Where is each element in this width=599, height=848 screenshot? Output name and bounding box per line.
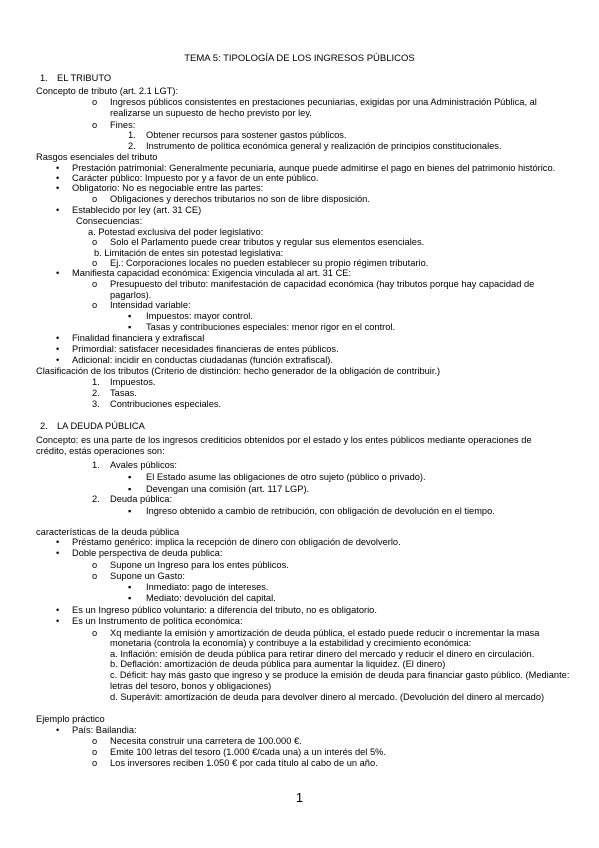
text-line: Inmediato: pago de intereses. — [146, 582, 269, 592]
text-line: Avales públicos: — [110, 460, 178, 470]
bullet-marker: o — [92, 258, 98, 268]
text-line: características de la deuda pública — [36, 527, 180, 537]
text-line: b. Deflación: amortización de deuda pública para aumentar la liquidez. (El dinero) — [110, 659, 446, 669]
page-number: 1 — [295, 790, 304, 805]
text-line: EL TRIBUTO — [57, 73, 112, 83]
text-line: Contribuciones especiales. — [110, 399, 222, 409]
bullet-marker: ▪ — [128, 582, 132, 592]
bullet-marker: • — [56, 163, 60, 173]
bullet-marker: • — [56, 616, 60, 626]
text-line: Mediato: devolución del capital. — [146, 593, 276, 603]
text-line: Finalidad financiera y extrafiscal — [72, 333, 205, 343]
text-line: Clasificación de los tributos (Criterio de distinción: hecho generador de la obligación de contribuir.) — [36, 366, 441, 376]
text-line: Impuestos: mayor control. — [146, 311, 253, 321]
list-number: 1. — [40, 73, 48, 83]
text-line: Necesita construir una carretera de 100.000 €. — [110, 736, 302, 746]
text-line: Consecuencias: — [76, 216, 143, 226]
bullet-marker: • — [56, 537, 60, 547]
text-line: Manifiesta capacidad económica: Exigencia vinculada al art. 31 CE: — [72, 268, 352, 278]
text-line: b. Limitación de entes sin potestad legislativa: — [94, 248, 284, 258]
bullet-marker: ▪ — [128, 322, 132, 332]
bullet-marker: o — [92, 736, 98, 746]
text-line: Tasas y contribuciones especiales: menor rigor en el control. — [146, 322, 396, 332]
text-line: Préstamo genérico: implica la recepción de dinero con obligación de devolverlo. — [72, 537, 401, 547]
text-line: Deuda pública: — [110, 494, 173, 504]
bullet-marker: o — [92, 194, 98, 204]
bullet-marker: o — [92, 237, 98, 247]
text-line: LA DEUDA PÚBLICA — [57, 421, 145, 431]
text-line: Tasas. — [110, 388, 137, 398]
text-line: Establecido por ley (art. 31 CE) — [72, 205, 202, 215]
bullet-marker: • — [56, 605, 60, 615]
text-line: Presupuesto del tributo: manifestación de capacidad económica (hay tributos porque hay capacidad de — [110, 279, 535, 289]
list-number: 2. — [92, 494, 100, 504]
bullet-marker: • — [56, 268, 60, 278]
text-line: El Estado asume las obligaciones de otro sujeto (público o privado). — [146, 472, 426, 482]
text-line: letras del tesoro, bonos y obligaciones) — [110, 681, 272, 691]
bullet-marker: o — [92, 747, 98, 757]
text-line: Los inversores reciben 1.050 € por cada título al cabo de un año. — [110, 758, 378, 768]
text-line: Es un Instrumento de política económica: — [72, 616, 243, 626]
list-number: 2. — [40, 421, 48, 431]
bullet-marker: o — [92, 628, 98, 638]
text-line: Supone un Gasto: — [110, 571, 185, 581]
text-line: Emite 100 letras del tesoro (1.000 €/cada una) a un interés del 5%. — [110, 747, 386, 757]
list-number: 1. — [92, 460, 100, 470]
bullet-marker: ▪ — [128, 593, 132, 603]
text-line: Es un Ingreso público voluntario: a diferencia del tributo, no es obligatorio. — [72, 605, 377, 615]
text-line: Solo el Parlamento puede crear tributos y regular sus elementos esenciales. — [110, 237, 425, 247]
bullet-marker: o — [92, 758, 98, 768]
text-line: Concepto de tributo (art. 2.1 LGT): — [36, 86, 179, 96]
text-line: Prestación patrimonial: Generalmente pecuniaria, aunque puede admitirse el pago en bienes del patrimonio histórico. — [72, 163, 556, 173]
text-line: crédito, estás operaciones son: — [36, 446, 165, 456]
bullet-marker: ▪ — [128, 506, 132, 516]
bullet-marker: • — [56, 183, 60, 193]
list-number: 2. — [92, 388, 100, 398]
text-line: a. Inflación: emisión de deuda pública para retirar dinero del mercado y reducir el dinero en circulación. — [110, 649, 535, 659]
text-line: Fines: — [110, 120, 136, 130]
text-line: Obligaciones y derechos tributarios no son de libre disposición. — [110, 194, 370, 204]
text-line: realizarse un supuesto de hecho previsto por ley. — [110, 108, 312, 118]
text-line: País: Bailandia: — [72, 725, 137, 735]
bullet-marker: ▪ — [128, 311, 132, 321]
text-line: monetaria (controla la economía) y contribuye a la estabilidad y crecimiento económica: — [110, 638, 472, 648]
text-line: Devengan una comisión (art. 117 LGP). — [146, 484, 310, 494]
bullet-marker: ▪ — [128, 484, 132, 494]
text-line: pagarlos). — [110, 290, 152, 300]
text-line: Supone un Ingreso para los entes públicos. — [110, 560, 289, 570]
text-line: Ingreso obtenido a cambio de retribución, con obligación de devolución en el tiempo. — [146, 506, 495, 516]
bullet-marker: o — [92, 97, 98, 107]
bullet-marker: • — [56, 333, 60, 343]
text-line: d. Superávit: amortización de deuda para devolver dinero al mercado. (Devolución del dinero al mercado) — [110, 692, 545, 702]
list-number: 2. — [128, 141, 136, 151]
text-line: Carácter público: Impuesto por y a favor de un ente público. — [72, 173, 319, 183]
text-line: Instrumento de política económica general y realización de principios constitucionales. — [146, 141, 502, 151]
text-line: Ingresos públicos consistentes en prestaciones pecuniarias, exigidas por una Administración Pública, al — [110, 97, 537, 107]
list-number: 1. — [92, 377, 100, 387]
bullet-marker: • — [56, 205, 60, 215]
bullet-marker: o — [92, 571, 98, 581]
text-line: Intensidad variable: — [110, 300, 191, 310]
text-line: a. Potestad exclusiva del poder legislativo: — [88, 227, 264, 237]
list-number: 1. — [128, 130, 136, 140]
text-line: Primordial: satisfacer necesidades financieras de entes públicos. — [72, 344, 339, 354]
text-line: Ej.: Corporaciones locales no pueden establecer su propio régimen tributario. — [110, 258, 429, 268]
text-line: c. Déficit: hay más gasto que ingreso y se produce la emisión de deuda para financiar gasto público. (Mediante: — [110, 670, 570, 680]
bullet-marker: o — [92, 560, 98, 570]
text-line: Xq mediante la emisión y amortización de deuda pública, el estado puede reducir o incrementar la masa — [110, 628, 540, 638]
list-number: 3. — [92, 399, 100, 409]
bullet-marker: • — [56, 344, 60, 354]
page-title: TEMA 5: TIPOLOGÍA DE LOS INGRESOS PÚBLICOS — [184, 53, 415, 64]
text-line: Adicional: incidir en conductas ciudadanas (función extrafiscal). — [72, 355, 333, 365]
text-line: Obligatorio: No es negociable entre las partes: — [72, 183, 264, 193]
bullet-marker: • — [56, 173, 60, 183]
text-line: Impuestos. — [110, 377, 156, 387]
text-line: Obtener recursos para sostener gastos públicos. — [146, 130, 347, 140]
text-line: Ejemplo práctico — [36, 714, 105, 724]
text-line: Doble perspectiva de deuda publica: — [72, 548, 223, 558]
bullet-marker: • — [56, 355, 60, 365]
bullet-marker: • — [56, 548, 60, 558]
text-line: Rasgos esenciales del tributo — [36, 152, 158, 162]
bullet-marker: o — [92, 300, 98, 310]
bullet-marker: o — [92, 120, 98, 130]
bullet-marker: ▪ — [128, 472, 132, 482]
bullet-marker: • — [56, 725, 60, 735]
text-line: Concepto: es una parte de los ingresos crediticios obtenidos por el estado y los entes públicos mediante operaciones de — [36, 435, 532, 445]
bullet-marker: o — [92, 279, 98, 289]
